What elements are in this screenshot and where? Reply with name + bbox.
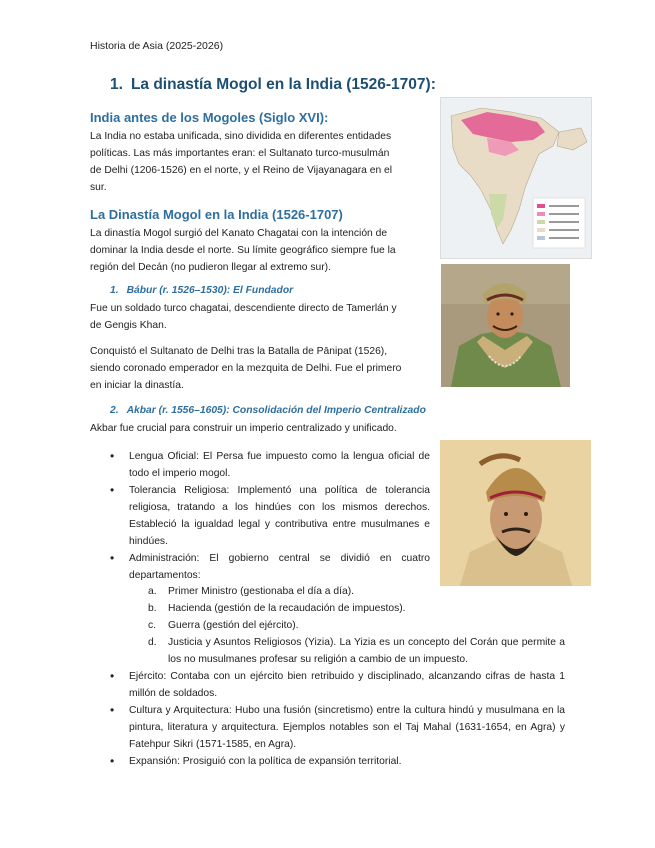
- paragraph-line: dominar la India desde el norte. Su límite geográfico siempre fue la: [90, 245, 396, 256]
- title-text: La dinastía Mogol en la India (1526-1707):: [130, 76, 436, 93]
- paragraph-line: Conquistó el Sultanato de Delhi tras la Batalla de Pānipat (1526),: [90, 346, 388, 357]
- section-paragraph-mughal-dynasty: [90, 225, 432, 276]
- list-item-text: Hacienda (gestión de la recaudación de impuestos).: [168, 603, 406, 614]
- list-item: • Lengua Oficial: El Persa fue impuesto como la lengua oficial de todo el imperio mogol.: [110, 448, 430, 482]
- babur-portrait-image: [441, 264, 570, 387]
- list-item-text: Guerra (gestión del ejército).: [168, 620, 299, 631]
- document-header: Historia de Asia (2025-2026): [90, 40, 224, 52]
- akbar-portrait-image: [440, 440, 591, 586]
- paragraph-line: de Delhi (1206-1526) en el norte, y el Reino de Vijayanagara en el: [90, 165, 393, 176]
- subheading-number: 2.: [110, 405, 119, 416]
- list-item: [129, 617, 565, 634]
- india-map-image: [440, 97, 592, 259]
- subheading-babur: [110, 285, 293, 296]
- list-letter: a.: [148, 586, 157, 597]
- akbar-bullet-list: [110, 448, 430, 584]
- list-item: • Expansión: Prosiguió con la política de expansión territorial.: [110, 753, 565, 770]
- paragraph-line: La dinastía Mogol surgió del Kanato Chagatai con la intención de: [90, 228, 388, 239]
- list-item: [129, 634, 565, 668]
- section-heading-mughal-dynasty: La Dinastía Mogol en la India (1526-1707): [90, 207, 343, 222]
- subheading-text: Akbar (r. 1556–1605): Consolidación del Imperio Centralizado: [126, 405, 426, 416]
- subheading-number: 1.: [110, 285, 119, 296]
- subheading-akbar: [110, 405, 426, 416]
- akbar-intro: Akbar fue crucial para construir un imperio centralizado y unificado.: [90, 423, 397, 434]
- list-item: • Tolerancia Religiosa: Implementó una política de tolerancia religiosa, tratando a los hindúes con los mismos derechos. Estableció la igualdad legal y contributiva entre musulmanes e hindúes.: [110, 482, 430, 550]
- list-letter: b.: [148, 603, 157, 614]
- paragraph-line: región del Decán (no pudieron llegar al extremo sur).: [90, 262, 331, 273]
- akbar-bullet-list-continued: [110, 668, 565, 770]
- page-title: [110, 76, 436, 94]
- list-item-text: Justicia y Asuntos Religiosos (Yizia). La Yizia es un concepto del Corán que permite a los no musulmanes profesar su religión a cambio de un impuesto.: [168, 637, 565, 665]
- paragraph-line: políticas. Las más importantes eran: el Sultanato turco-musulmán: [90, 148, 390, 159]
- list-letter: c.: [148, 620, 157, 631]
- paragraph-line: en iniciar la dinastía.: [90, 380, 184, 391]
- list-item: [129, 583, 565, 600]
- paragraph-line: Fue un soldado turco chagatai, descendiente directo de Tamerlán y: [90, 303, 397, 314]
- list-item-text: Primer Ministro (gestionaba el día a día).: [168, 586, 354, 597]
- list-item: [129, 600, 565, 617]
- babur-paragraph-2: [90, 343, 433, 394]
- administration-sublist: [129, 583, 565, 668]
- list-letter: d.: [148, 637, 157, 648]
- paragraph-line: sur.: [90, 182, 107, 193]
- babur-paragraph-1: [90, 300, 433, 334]
- list-item: • Cultura y Arquitectura: Hubo una fusión (sincretismo) entre la cultura hindú y musulmana en la pintura, literatura y arquitectura. Ejemplos notables son el Taj Mahal (1631-1654, en Agra) y Fatehpur Sikri (1571-1585, en Agra).: [110, 702, 565, 753]
- section-paragraph-india-before: [90, 128, 430, 196]
- paragraph-line: siendo coronado emperador en la mezquita de Delhi. Fue el primero: [90, 363, 402, 374]
- paragraph-line: de Gengis Khan.: [90, 320, 167, 331]
- subheading-text: Bábur (r. 1526–1530): El Fundador: [126, 285, 294, 296]
- paragraph-line: La India no estaba unificada, sino dividida en diferentes entidades: [90, 131, 392, 142]
- section-heading-india-before: India antes de los Mogoles (Siglo XVI):: [90, 110, 329, 125]
- list-item: • Administración: El gobierno central se dividió en cuatro departamentos:: [110, 550, 430, 584]
- list-item: • Ejército: Contaba con un ejército bien retribuido y disciplinado, alcanzando cifras de hasta 1 millón de soldados.: [110, 668, 565, 702]
- title-number: 1.: [110, 76, 123, 93]
